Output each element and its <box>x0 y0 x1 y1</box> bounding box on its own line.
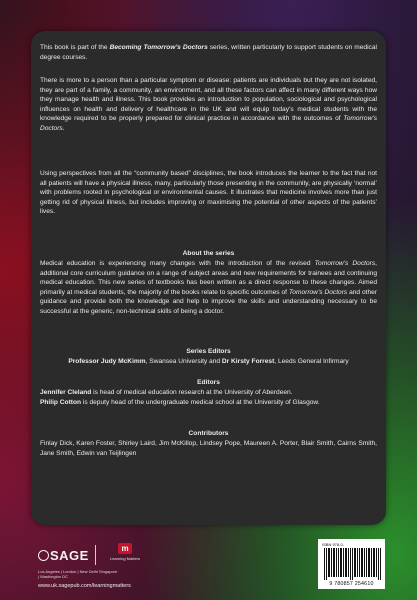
emphasis-text: Tomorrow’s Doctors <box>314 260 376 267</box>
series-editors-heading: Series Editors <box>186 348 231 355</box>
intro-text: This book is part of the <box>40 44 110 51</box>
about-heading: About the series <box>182 250 235 257</box>
intro-text: There is more to a person than a particular symptom or disease: patients are individuals but they are not isolated, they are part of a family, a community, an environment, and all these factors can affect in many different ways how they manage health and illness. This book provides an introduction to population, sociological and psychological influences on health and delivery of healthcare in the UK and will equip today’s medical students with the knowledge required to be properly prepared for clinical practice in accordance with the outcomes of <box>40 77 377 123</box>
emphasis-text: Tomorrow’s Doctors <box>40 115 377 132</box>
sage-ring-icon <box>38 550 49 561</box>
editor-affiliation: , Leeds General Infirmary <box>274 358 349 365</box>
lm-badge-icon: m <box>118 543 132 554</box>
sage-wordmark: SAGE <box>50 547 89 563</box>
barcode-bars <box>324 548 381 580</box>
about-text: Medical education is experiencing many changes with the introduction of the revised <box>40 260 315 267</box>
series-title: Becoming Tomorrow’s Doctors <box>109 44 208 51</box>
intro-text: . <box>62 124 65 132</box>
about-text: , additional core curriculum guidance on a range of subject areas and new requirements for trainees and continuing medical education. This new series of textbooks has been written as a direct response to these changes. Aimed primarily at medical students, the majority of the books relate to specific outcomes of <box>40 260 377 296</box>
editor-description: is deputy head of the undergraduate medical school at the University of Glasgow. <box>81 398 320 406</box>
series-editors-line <box>40 357 377 367</box>
contributors-list: Finlay Dick, Karen Foster, Shirley Laird, Jim McKillop, Lindsey Pope, Maureen A. Porter, Blair Smith, Cairns Smith, Jane Smith, Edwin van Teijlingen <box>40 440 377 457</box>
editor-affiliation: , Swansea University and <box>145 358 222 365</box>
intro-paragraph-1 <box>40 43 377 62</box>
publisher-url: www.uk.sagepub.com/learningmatters <box>38 583 131 589</box>
editor-name: Professor Judy McKimm <box>68 358 146 365</box>
editor-name: Jennifer Cleland <box>40 389 92 396</box>
logo-divider <box>95 545 96 565</box>
learning-matters-logo <box>108 543 142 565</box>
barcode <box>318 539 385 589</box>
isbn-label: ISBN 978-0- <box>322 542 345 547</box>
sage-logo <box>38 545 90 565</box>
publisher-cities: Los Angeles | London | New Delhi Singapore | Washington DC <box>38 569 118 579</box>
editor-description: is head of medical education research at the University of Aberdeen. <box>91 389 293 396</box>
intro-text: series, written particularly to support students on medical degree courses. <box>40 44 377 61</box>
emphasis-text: Tomorrow’s Doctors <box>288 288 348 296</box>
lm-name: Learning Matters <box>109 556 140 561</box>
editor-name: Philip Cotton <box>40 398 82 406</box>
barcode-number: 9 780857 254610 <box>329 581 374 587</box>
editors-heading: Editors <box>197 379 220 386</box>
contributors-heading: Contributors <box>188 430 229 437</box>
editors-list <box>40 388 377 407</box>
intro-paragraph-2 <box>40 76 377 134</box>
editor-name: Dr Kirsty Forrest <box>221 358 275 365</box>
about-text: and other guidance and provide both the knowledge and help to improve the skills and understanding necessary to be successful at the generic, non-technical skills of being a doctor. <box>40 288 378 315</box>
intro-paragraph-3: Using perspectives from all the “community based” disciplines, the book introduces the learner to the fact that not all patients will have a physical illness, many, particularly those presenting in the community, are physically ‘normal’ with problems rooted in psychological or environmental causes. It illustrates that medicine involves more than just getting rid of physical illness, but includes improving or maximising the potential of other aspects of the patients’ lives. <box>40 170 377 216</box>
about-paragraph <box>40 259 377 317</box>
